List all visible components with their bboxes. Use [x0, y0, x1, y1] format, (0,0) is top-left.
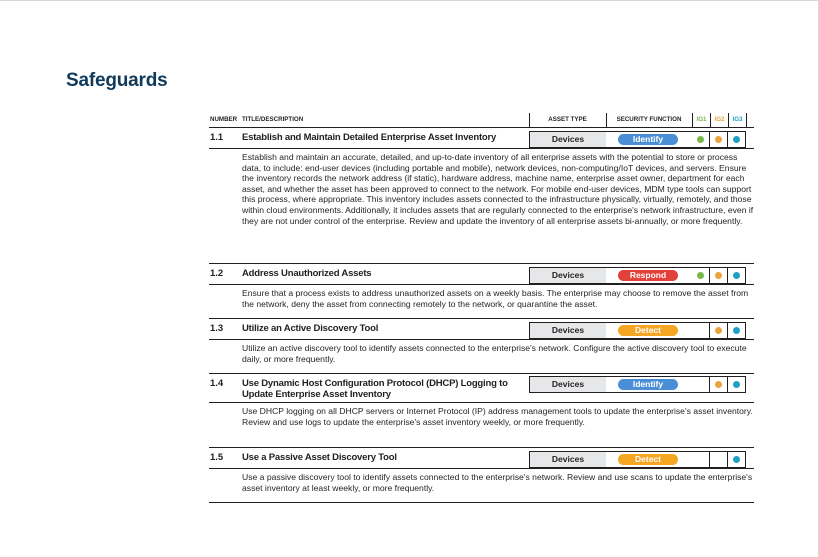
table-header — [209, 113, 754, 128]
ig2-cell — [710, 451, 728, 468]
ig3-cell — [728, 376, 746, 393]
ig2-cell — [710, 267, 728, 284]
ig2-cell — [710, 131, 728, 148]
safeguard-title: Use a Passive Asset Discovery Tool — [242, 452, 397, 463]
row-head — [209, 319, 754, 340]
safeguard-description: Use DHCP logging on all DHCP servers or Internet Protocol (IP) address management tools to update the enterprise's asset inventory. Review and use logs to update the enterprise's asset inventory weekly, or more frequently. — [242, 406, 753, 427]
header-title: TITLE/DESCRIPTION — [242, 116, 304, 123]
ig1-cell — [692, 267, 710, 284]
ig1-dot-icon — [697, 136, 704, 143]
header-ig1: IG1 — [692, 113, 710, 127]
safeguard-title: Address Unauthorized Assets — [242, 268, 372, 279]
security-function-badge: Respond — [618, 270, 678, 281]
ig3-dot-icon — [733, 381, 740, 388]
table-row — [209, 374, 754, 448]
ig3-cell — [728, 322, 746, 339]
table-row — [209, 128, 754, 264]
ig3-cell — [728, 267, 746, 284]
row-head — [209, 374, 754, 403]
safeguard-title: Utilize an Active Discovery Tool — [242, 323, 379, 334]
table-row — [209, 264, 754, 319]
safeguard-description: Utilize an active discovery tool to identify assets connected to the enterprise's network. Configure the active discovery tool to execute daily, or more frequently. — [242, 343, 747, 364]
safeguard-description: Ensure that a process exists to address unauthorized assets on a weekly basis. The enterprise may choose to remove the asset from the network, deny the asset from connecting remotely to the network, or quarantine the asset. — [242, 288, 749, 309]
security-function-badge: Detect — [618, 325, 678, 336]
security-function-badge: Identify — [618, 134, 678, 145]
security-function-cell — [606, 376, 693, 393]
ig3-dot-icon — [733, 272, 740, 279]
asset-type-badge: Devices — [529, 322, 607, 339]
asset-type-badge: Devices — [529, 451, 607, 468]
page-edge-top — [0, 0, 819, 1]
security-function-cell — [606, 322, 693, 339]
header-security-function: SECURITY FUNCTION — [616, 116, 682, 123]
ig2-cell — [710, 376, 728, 393]
ig1-cell — [692, 451, 710, 468]
ig3-dot-icon — [733, 327, 740, 334]
security-function-badge: Identify — [618, 379, 678, 390]
safeguard-title: Establish and Maintain Detailed Enterprise Asset Inventory — [242, 132, 497, 143]
row-head — [209, 264, 754, 285]
ig3-dot-icon — [733, 456, 740, 463]
security-function-badge: Detect — [618, 454, 678, 465]
ig2-dot-icon — [715, 136, 722, 143]
page-title: Safeguards — [66, 70, 168, 91]
security-function-cell — [606, 267, 693, 284]
safeguard-description: Establish and maintain an accurate, detailed, and up-to-date inventory of all enterprise assets with the potential to store or process data, to include: end-user devices (including portable and mobile), network devices, non-computing/IoT devices, and servers. Ensure the inventory records the network address (if static), hardware address, machine name, enterprise asset owner, department for each asset, and whether the asset has been approved to connect to the network. For mobile end-user devices, MDM type tools can support this process, where appropriate. This inventory includes assets connected to the infrastructure physically, virtually, remotely, and those within cloud environments. Additionally, it includes assets that are regularly connected to the enterprise's network infrastructure, even if they are not under control of the enterprise. Review and update the inventory of all enterprise assets bi-annually, or more frequently. — [242, 152, 754, 226]
ig2-dot-icon — [715, 381, 722, 388]
ig3-cell — [728, 451, 746, 468]
table-row — [209, 448, 754, 503]
row-head — [209, 128, 754, 149]
asset-type-badge: Devices — [529, 376, 607, 393]
safeguards-table — [209, 113, 754, 503]
safeguard-number: 1.1 — [210, 132, 224, 143]
ig1-cell — [692, 322, 710, 339]
ig3-cell — [728, 131, 746, 148]
ig1-dot-icon — [697, 272, 704, 279]
header-asset-type: ASSET TYPE — [548, 116, 587, 123]
security-function-cell — [606, 131, 693, 148]
asset-type-badge: Devices — [529, 131, 607, 148]
header-ig2: IG2 — [710, 113, 728, 127]
safeguard-number: 1.3 — [210, 323, 224, 334]
safeguard-number: 1.4 — [210, 378, 224, 389]
safeguard-title: Use Dynamic Host Configuration Protocol (DHCP) Logging to Update Enterprise Asset Inventory — [242, 378, 508, 400]
security-function-cell — [606, 451, 693, 468]
header-number: NUMBER — [210, 116, 238, 123]
ig2-dot-icon — [715, 272, 722, 279]
ig1-cell — [692, 376, 710, 393]
table-row — [209, 319, 754, 374]
ig3-dot-icon — [733, 136, 740, 143]
ig2-dot-icon — [715, 327, 722, 334]
header-ig3: IG3 — [728, 113, 747, 127]
safeguard-number: 1.2 — [210, 268, 224, 279]
row-head — [209, 448, 754, 469]
ig1-cell — [692, 131, 710, 148]
safeguard-number: 1.5 — [210, 452, 224, 463]
asset-type-badge: Devices — [529, 267, 607, 284]
safeguard-description: Use a passive discovery tool to identify assets connected to the enterprise's network. Review and use scans to update the enterprise's asset inventory at least weekly, or more frequently. — [242, 472, 753, 493]
ig2-cell — [710, 322, 728, 339]
